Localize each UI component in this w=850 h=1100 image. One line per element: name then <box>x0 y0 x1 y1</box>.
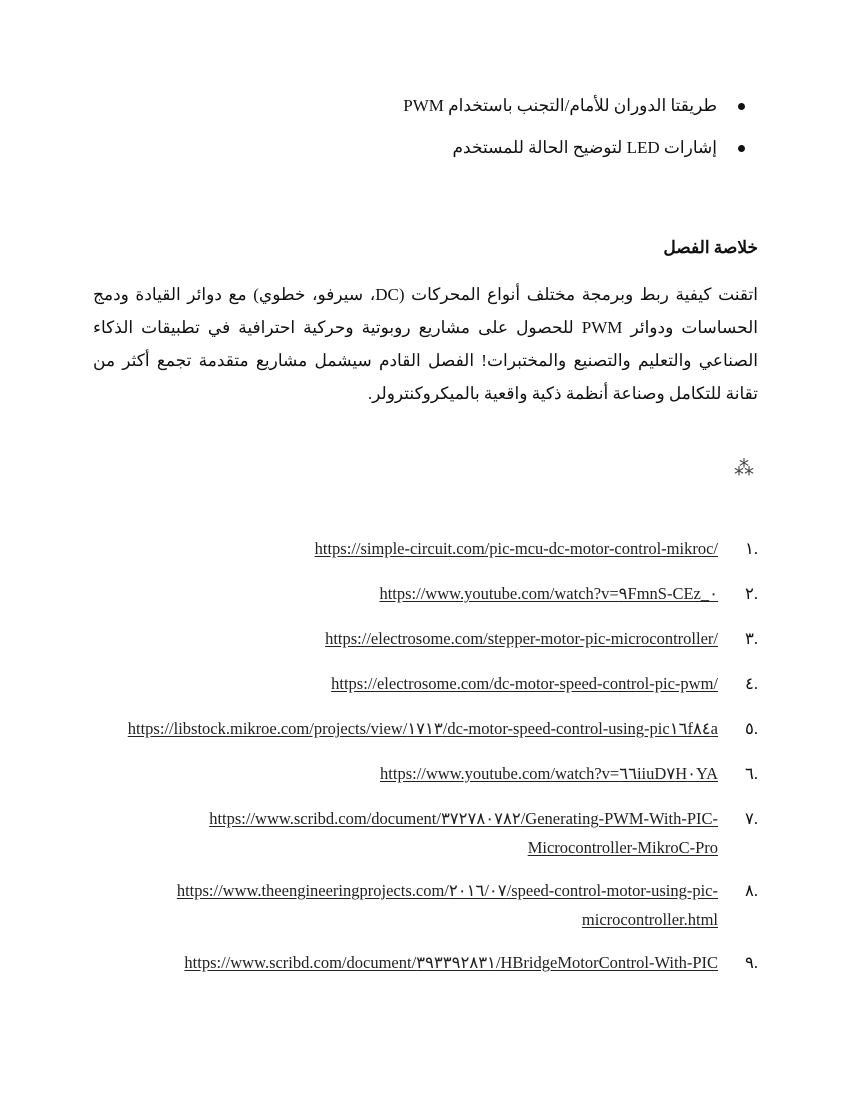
reference-number: .٦ <box>745 764 758 783</box>
reference-number: .٥ <box>745 719 758 738</box>
reference-number: .٩ <box>745 953 758 972</box>
reference-link[interactable]: https://www.scribd.com/document/٣٩٣٣٩٢٨٣١/HBridgeMotorControl-With-PIC <box>184 953 718 972</box>
reference-link[interactable]: https://www.theengineeringprojects.com/٢٠١٦/٠٧/speed-control-motor-using-pic-microcontroller.html <box>176 881 718 929</box>
reference-link[interactable]: https://www.youtube.com/watch?v=٩FmnS-CEz_٠ <box>379 584 718 603</box>
summary-paragraph: اتقنت كيفية ربط وبرمجة مختلف أنواع المحركات (DC، سيرفو، خطوي) مع دوائر القيادة ودمج الحساسات ودوائر PWM للحصول على مشاريع روبوتية وحركية احترافية في تطبيقات الذكاء الصناعي والتعليم والتصنيع والمختبرات! الفصل القادم سيشمل مشاريع متقدمة تجمع أكثر من تقانة للتكامل وصناعة أنظمة ذكية واقعية بالميكروكنترولر. <box>93 285 758 403</box>
reference-item <box>108 669 758 698</box>
reference-number: .٨ <box>745 881 758 900</box>
bullet-item: طريقتا الدوران للأمام/التجنب باستخدام PWM <box>105 93 745 119</box>
reference-link[interactable]: https://www.youtube.com/watch?v=٦٦iiuD٧H٠YA <box>380 764 718 783</box>
reference-item <box>108 804 758 862</box>
reference-number: .١ <box>745 539 758 558</box>
bullet-list <box>105 93 745 177</box>
reference-number: .٣ <box>745 629 758 648</box>
reference-list <box>108 534 758 993</box>
reference-number: .٧ <box>745 809 758 828</box>
summary-heading: خلاصة الفصل <box>663 238 758 257</box>
reference-item <box>108 759 758 788</box>
reference-number: .٤ <box>745 674 758 693</box>
reference-item <box>108 579 758 608</box>
asterism-separator: ⁂ <box>734 456 754 480</box>
reference-link[interactable]: https://electrosome.com/stepper-motor-pic-microcontroller/ <box>325 629 718 648</box>
reference-item <box>108 876 758 934</box>
reference-item <box>108 624 758 653</box>
bullet-item: إشارات LED لتوضيح الحالة للمستخدم <box>105 135 745 161</box>
reference-link[interactable]: https://www.scribd.com/document/٣٧٢٧٨٠٧٨٢/Generating-PWM-With-PIC-Microcontroller-MikroC-Pro <box>209 809 718 857</box>
reference-link[interactable]: https://libstock.mikroe.com/projects/view/١٧١٣/dc-motor-speed-control-using-pic١٦f٨٤a <box>127 719 718 738</box>
reference-item <box>108 714 758 743</box>
reference-item <box>108 948 758 977</box>
reference-link[interactable]: https://electrosome.com/dc-motor-speed-control-pic-pwm/ <box>331 674 718 693</box>
reference-number: .٢ <box>745 584 758 603</box>
reference-item <box>108 534 758 563</box>
reference-link[interactable]: https://simple-circuit.com/pic-mcu-dc-motor-control-mikroc/ <box>314 539 718 558</box>
